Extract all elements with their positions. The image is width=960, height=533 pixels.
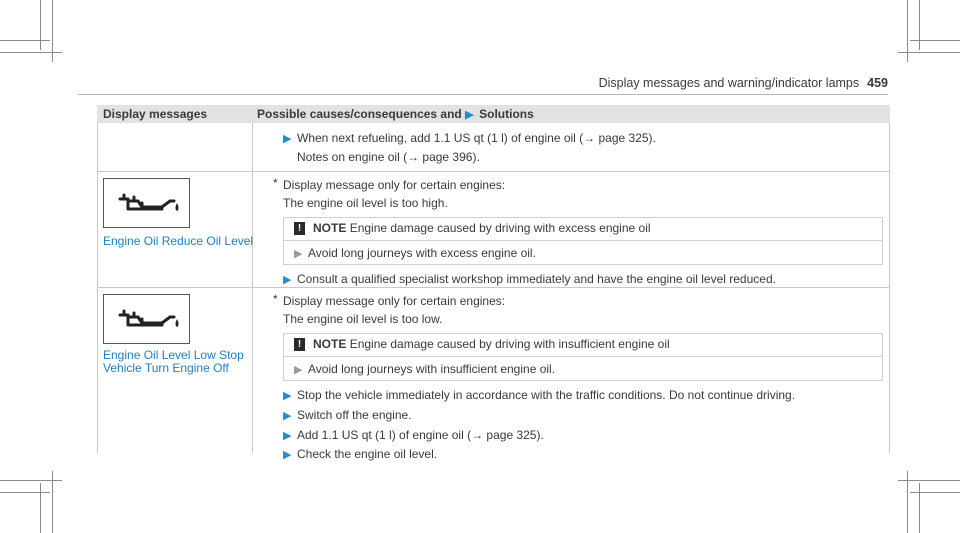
engine-oil-icon	[103, 294, 190, 344]
display-messages-table	[97, 105, 890, 461]
crop-mark	[898, 52, 960, 53]
table-row	[97, 172, 890, 288]
arrow-icon: ▶	[465, 109, 474, 121]
page-number: 459	[867, 76, 888, 90]
intro-line: Display message only for certain engines:	[283, 178, 506, 192]
column-header-messages: Display messages	[103, 107, 208, 121]
action-item: ▶ Add 1.1 US qt (1 l) of engine oil (→ page 325).	[283, 428, 544, 442]
crop-mark	[0, 40, 50, 41]
crop-mark	[910, 40, 960, 41]
crop-mark	[40, 483, 41, 533]
display-message-text: Engine Oil Reduce Oil Level	[103, 234, 254, 248]
arrow-icon: ▶	[283, 133, 292, 145]
crop-mark	[0, 52, 62, 53]
arrow-icon: ▶	[283, 410, 292, 422]
action-item: ▶ Consult a qualified specialist workshop immediately and have the engine oil level reduced.	[283, 272, 776, 286]
crop-mark	[898, 480, 960, 481]
note-heading: ! NOTE Engine damage caused by driving with excess engine oil	[294, 221, 651, 235]
action-item: ▶ Switch off the engine.	[283, 408, 412, 422]
arrow-icon: ▶	[294, 248, 303, 260]
action-item: ▶ When next refueling, add 1.1 US qt (1 l) of engine oil (→ page 325).	[283, 131, 656, 145]
arrow-icon: ▶	[294, 364, 303, 376]
arrow-icon: ▶	[283, 274, 292, 286]
arrow-icon: ▶	[283, 449, 292, 461]
table-row	[97, 123, 890, 172]
crop-mark	[0, 480, 62, 481]
display-message-text: Vehicle Turn Engine Off	[103, 361, 229, 375]
note-heading: ! NOTE Engine damage caused by driving with insufficient engine oil	[294, 337, 670, 351]
crop-mark	[919, 0, 920, 50]
table-row	[97, 288, 890, 461]
arrow-icon: ▶	[283, 430, 292, 442]
note-box	[283, 217, 883, 265]
arrow-icon: ▶	[283, 390, 292, 402]
header-title: Display messages and warning/indicator lamps	[598, 76, 860, 90]
crop-mark	[919, 483, 920, 533]
warning-icon: !	[294, 338, 305, 351]
crop-mark	[40, 0, 41, 50]
crop-mark	[0, 492, 50, 493]
intro-line: The engine oil level is too low.	[283, 312, 443, 326]
note-action: ▶ Avoid long journeys with insufficient engine oil.	[294, 362, 556, 376]
footnote-star: *	[273, 292, 278, 306]
note-box	[283, 333, 883, 381]
engine-oil-icon	[103, 178, 190, 228]
notes-line: Notes on engine oil (→ page 396).	[297, 150, 480, 164]
action-item: ▶ Stop the vehicle immediately in accordance with the traffic conditions. Do not continue driving.	[283, 388, 796, 402]
intro-line: Display message only for certain engines:	[283, 294, 506, 308]
footnote-star: *	[273, 176, 278, 190]
action-item: ▶ Check the engine oil level.	[283, 447, 438, 461]
table-header	[97, 105, 890, 123]
header-rule	[78, 94, 888, 95]
display-message-text: Engine Oil Level Low Stop	[103, 348, 244, 362]
running-header	[599, 76, 888, 90]
intro-line: The engine oil level is too high.	[283, 196, 448, 210]
note-action: ▶ Avoid long journeys with excess engine oil.	[294, 246, 536, 260]
crop-mark	[910, 492, 960, 493]
warning-icon: !	[294, 222, 305, 235]
column-header-causes: Possible causes/consequences and ▶ Solutions	[257, 107, 534, 121]
